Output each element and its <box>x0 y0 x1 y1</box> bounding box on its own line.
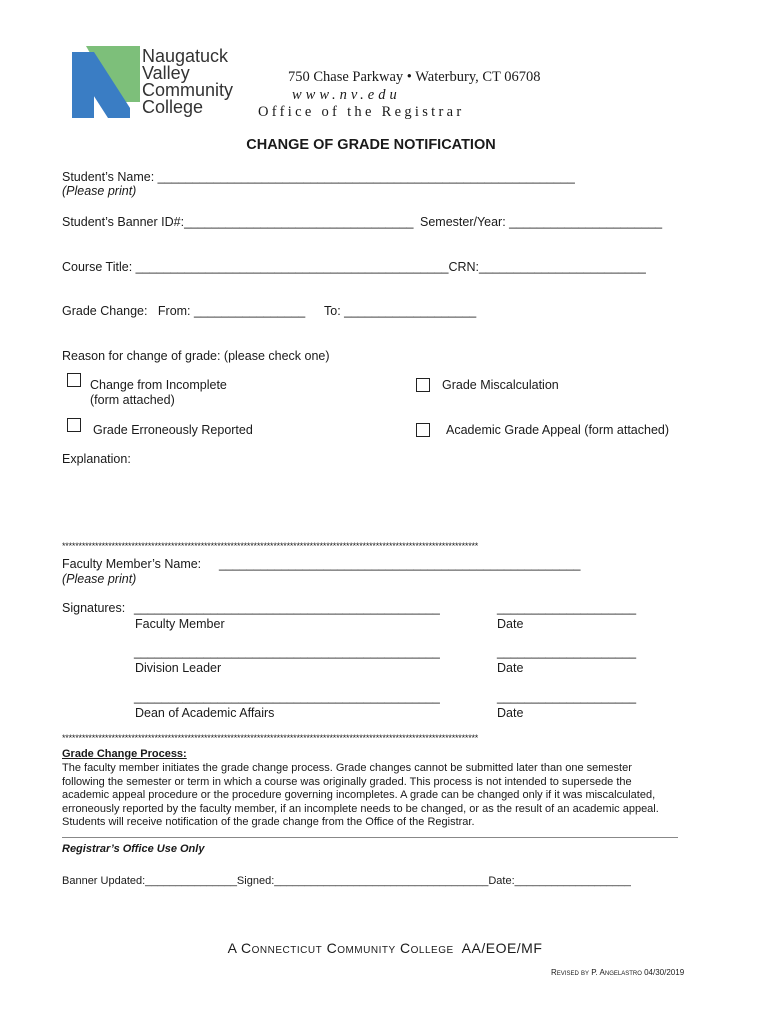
college-website[interactable]: www.nv.edu <box>292 87 401 103</box>
process-line-2: following the semester or term in which a course was originally graded. This process is not intended to supersede the <box>62 775 632 788</box>
reason-incomplete-line-1: Change from Incomplete <box>90 378 227 392</box>
division-leader-caption: Division Leader <box>135 661 222 675</box>
college-name <box>142 48 233 116</box>
registrar-office: Office of the Registrar <box>258 104 465 120</box>
checkbox-change-from-incomplete[interactable] <box>67 373 81 387</box>
reason-label: Reason for change of grade: (please check one) <box>62 349 330 363</box>
registrar-fields[interactable]: Banner Updated:_______________Signed:___________________________________Date:___________________ <box>62 875 631 887</box>
explanation-area[interactable] <box>62 470 678 536</box>
college-name-line-3: Community <box>142 80 234 100</box>
faculty-name-label: Faculty Member’s Name: <box>62 557 202 571</box>
college-name-line-4: College <box>142 97 204 117</box>
semester-year-field[interactable]: Semester/Year: ______________________ <box>420 215 663 229</box>
checkbox-academic-grade-appeal[interactable] <box>416 423 430 437</box>
division-date-caption: Date <box>497 661 524 675</box>
process-line-3: academic appeal procedure or the procedure governing incompletes. A grade can be changed only if it was miscalculated, <box>62 789 656 801</box>
process-line-4: erroneously reported by the faculty member, if an incomplete needs to be changed, or as the result of an academic appeal. <box>62 802 659 815</box>
asterisk-separator-1: ****************************************************************************************************************************** <box>62 541 479 551</box>
footer-tagline: A Connecticut Community College AA/EOE/MF <box>227 940 543 956</box>
faculty-signature-line[interactable]: ____________________________________________ <box>134 601 440 615</box>
dean-signature-line[interactable]: ____________________________________________ <box>134 690 440 704</box>
faculty-date-line[interactable]: ____________________ <box>497 601 637 615</box>
college-address: 750 Chase Parkway • Waterbury, CT 06708 <box>288 69 541 85</box>
checkbox-grade-erroneously-reported[interactable] <box>67 418 81 432</box>
dean-date-line[interactable]: ____________________ <box>497 690 637 704</box>
reason-incomplete-line-2: (form attached) <box>90 393 175 407</box>
faculty-please-print: (Please print) <box>62 572 137 586</box>
revised-note: Revised by P. Angelastro 04/30/2019 <box>551 968 685 977</box>
nvcc-logo-icon <box>72 46 142 118</box>
student-name-field[interactable]: Student’s Name: ____________________________________________________________ <box>62 170 575 184</box>
process-text <box>62 762 659 830</box>
faculty-date-caption: Date <box>497 617 524 631</box>
reason-miscalc-label: Grade Miscalculation <box>442 378 559 392</box>
dean-date-caption: Date <box>497 706 524 720</box>
process-line-1: The faculty member initiates the grade change process. Grade changes cannot be submitted later than one semester <box>62 762 632 774</box>
reason-erroneous-label: Grade Erroneously Reported <box>93 423 253 437</box>
college-logo <box>72 46 142 118</box>
course-title-field[interactable]: Course Title: _____________________________________________CRN:________________________ <box>62 260 646 274</box>
explanation-label: Explanation: <box>62 452 131 466</box>
grade-change-from-field[interactable]: Grade Change: From: ________________ <box>62 304 306 318</box>
faculty-name-field[interactable]: ____________________________________________________ <box>219 557 581 571</box>
grade-change-to-field[interactable]: To: ___________________ <box>324 304 477 318</box>
process-divider <box>62 837 678 838</box>
banner-id-field[interactable]: Student’s Banner ID#:_________________________________ <box>62 215 414 229</box>
student-please-print: (Please print) <box>62 184 137 198</box>
dean-caption: Dean of Academic Affairs <box>135 706 275 720</box>
process-line-5: Students will receive notification of the grade change from the Office of the Registrar. <box>62 816 475 828</box>
registrar-heading: Registrar’s Office Use Only <box>62 843 205 855</box>
college-name-line-2: Valley <box>142 63 190 83</box>
faculty-member-caption: Faculty Member <box>135 617 225 631</box>
process-heading: Grade Change Process: <box>62 748 187 760</box>
reason-appeal-label: Academic Grade Appeal (form attached) <box>446 423 670 437</box>
reason-incomplete-label <box>90 378 227 408</box>
form-title: CHANGE OF GRADE NOTIFICATION <box>246 137 496 153</box>
division-date-line[interactable]: ____________________ <box>497 645 637 659</box>
signatures-label: Signatures: <box>62 601 126 615</box>
college-name-line-1: Naugatuck <box>142 46 229 66</box>
asterisk-separator-2: ****************************************************************************************************************************** <box>62 733 479 743</box>
division-signature-line[interactable]: ____________________________________________ <box>134 645 440 659</box>
checkbox-grade-miscalculation[interactable] <box>416 378 430 392</box>
